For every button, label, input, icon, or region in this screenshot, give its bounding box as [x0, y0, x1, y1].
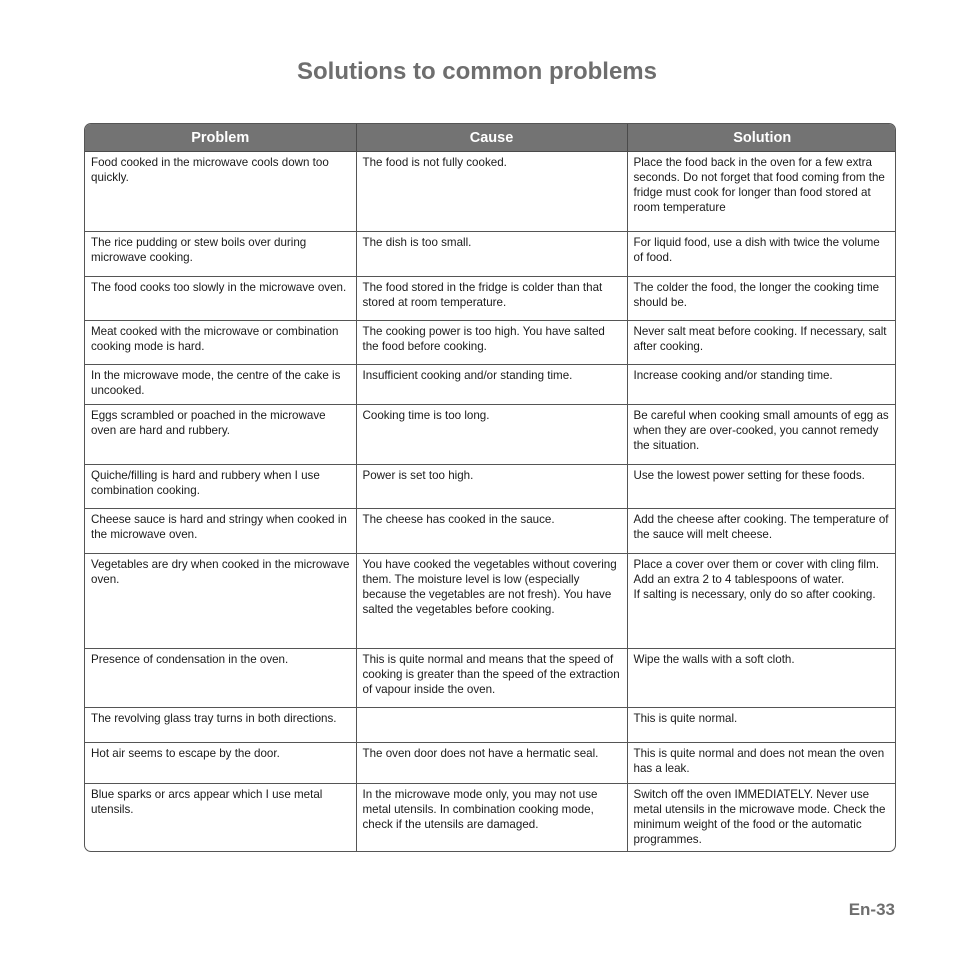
solution-cell: Place a cover over them or cover with cling film. Add an extra 2 to 4 tablespoons of water. If salting is necessary, only do so after cooking.: [627, 554, 896, 649]
cause-cell: Cooking time is too long.: [356, 405, 627, 465]
table-row: [85, 321, 896, 365]
table-row: [85, 405, 896, 465]
table-row: [85, 708, 896, 743]
problem-cell: The food cooks too slowly in the microwave oven.: [85, 277, 356, 321]
problem-cell: Presence of condensation in the oven.: [85, 649, 356, 708]
table-row: [85, 365, 896, 405]
table-header-row: [85, 124, 896, 152]
solution-cell: Wipe the walls with a soft cloth.: [627, 649, 896, 708]
table-row: [85, 465, 896, 509]
table-row: [85, 743, 896, 784]
cause-cell: The food is not fully cooked.: [356, 152, 627, 232]
problem-cell: Quiche/filling is hard and rubbery when I use combination cooking.: [85, 465, 356, 509]
cause-cell: This is quite normal and means that the speed of cooking is greater than the speed of the extraction of vapour inside the oven.: [356, 649, 627, 708]
solution-cell: Be careful when cooking small amounts of egg as when they are over-cooked, you cannot remedy the situation.: [627, 405, 896, 465]
solution-cell: This is quite normal.: [627, 708, 896, 743]
problem-cell: In the microwave mode, the centre of the cake is uncooked.: [85, 365, 356, 405]
table-row: [85, 649, 896, 708]
problem-cell: Blue sparks or arcs appear which I use metal utensils.: [85, 784, 356, 853]
problem-cell: The rice pudding or stew boils over during microwave cooking.: [85, 232, 356, 277]
header-problem: Problem: [85, 124, 356, 152]
problem-cell: The revolving glass tray turns in both directions.: [85, 708, 356, 743]
table-row: [85, 152, 896, 232]
solution-cell: Switch off the oven IMMEDIATELY. Never use metal utensils in the microwave mode. Check the minimum weight of the food or the automatic programmes.: [627, 784, 896, 853]
cause-cell: The cooking power is too high. You have salted the food before cooking.: [356, 321, 627, 365]
cause-cell: In the microwave mode only, you may not use metal utensils. In combination cooking mode, check if the utensils are damaged.: [356, 784, 627, 853]
cause-cell: Insufficient cooking and/or standing time.: [356, 365, 627, 405]
cause-cell: Power is set too high.: [356, 465, 627, 509]
solution-cell: Increase cooking and/or standing time.: [627, 365, 896, 405]
cause-cell: The dish is too small.: [356, 232, 627, 277]
problem-cell: Food cooked in the microwave cools down too quickly.: [91, 156, 329, 184]
troubleshooting-table: [84, 123, 896, 852]
page-number: En-33: [848, 900, 895, 919]
solution-cell: Add the cheese after cooking. The temperature of the sauce will melt cheese.: [627, 509, 896, 554]
cause-cell: The cheese has cooked in the sauce.: [356, 509, 627, 554]
cause-cell: The food stored in the fridge is colder than that stored at room temperature.: [356, 277, 627, 321]
problem-cell: Eggs scrambled or poached in the microwave oven are hard and rubbery.: [85, 405, 356, 465]
table-row: [85, 232, 896, 277]
cause-cell: [356, 708, 627, 743]
header-cause: Cause: [356, 124, 627, 152]
solution-cell: Never salt meat before cooking. If necessary, salt after cooking.: [627, 321, 896, 365]
header-solution: Solution: [627, 124, 896, 152]
problem-cell: Cheese sauce is hard and stringy when cooked in the microwave oven.: [85, 509, 356, 554]
solution-cell: The colder the food, the longer the cooking time should be.: [627, 277, 896, 321]
problem-cell: Meat cooked with the microwave or combination cooking mode is hard.: [85, 321, 356, 365]
cause-cell: The oven door does not have a hermatic seal.: [356, 743, 627, 784]
problem-cell: Hot air seems to escape by the door.: [85, 743, 356, 784]
solution-cell: Use the lowest power setting for these foods.: [627, 465, 896, 509]
table-row: [85, 554, 896, 649]
table-row: [85, 509, 896, 554]
solution-cell: This is quite normal and does not mean the oven has a leak.: [627, 743, 896, 784]
problem-cell: Vegetables are dry when cooked in the microwave oven.: [85, 554, 356, 649]
solution-cell: Place the food back in the oven for a few extra seconds. Do not forget that food coming from the fridge must cook for longer than food stored at room temperature: [627, 152, 896, 232]
cause-cell: You have cooked the vegetables without covering them. The moisture level is low (especially because the vegetables are not fresh). You have salted the vegetables before cooking.: [356, 554, 627, 649]
solution-cell: For liquid food, use a dish with twice the volume of food.: [627, 232, 896, 277]
page-title: Solutions to common problems: [296, 58, 657, 85]
table-row: [85, 784, 896, 853]
problems-table: [85, 124, 896, 852]
table-row: [85, 277, 896, 321]
